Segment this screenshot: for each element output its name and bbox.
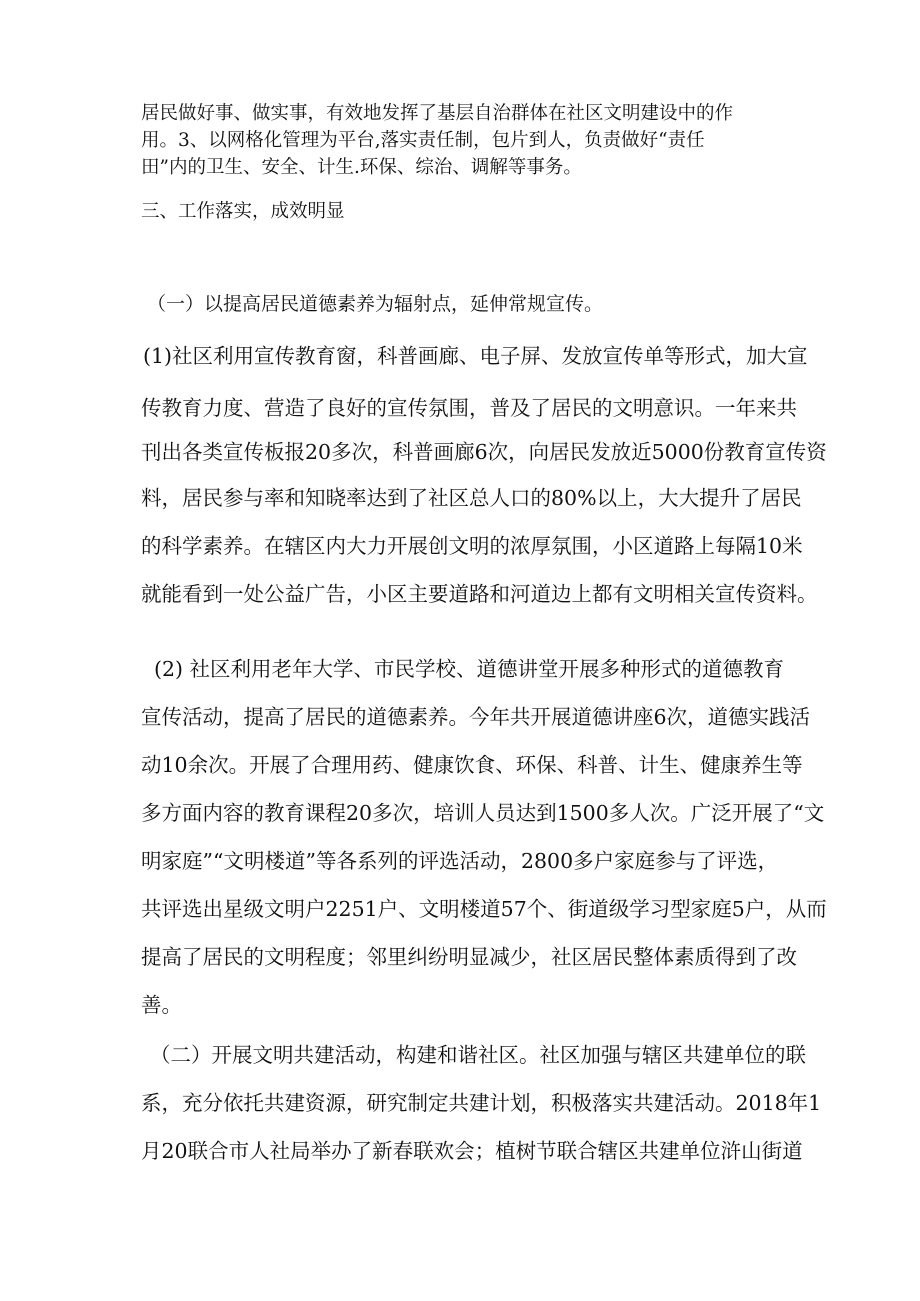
sub-two-line-2: 系，充分依托共建资源，研究制定共建计划，积极落实共建活动。2018年1 — [141, 1091, 822, 1115]
section-three-heading: 三、工作落实，成效明显 — [141, 201, 345, 222]
sub-two-line-3: 月20联合市人社局举办了新春联欢会；植树节联合辖区共建单位浒山街道 — [141, 1139, 803, 1163]
sub-one-heading: （一）以提高居民道德素养为辐射点，延伸常规宣传。 — [147, 293, 604, 315]
para-1-line-4: 料，居民参与率和知晓率达到了社区总人口的80%以上，大大提升了居民 — [141, 486, 802, 510]
para-2-line-2: 宣传活动，提高了居民的道德素养。今年共开展道德讲座6次，道德实践活 — [141, 705, 811, 729]
intro-line-1: 居民做好事、做实事，有效地发挥了基层自治群体在社区文明建设中的作 — [141, 103, 734, 124]
para-2-line-5: 明家庭”“文明楼道”等各系列的评选活动，2800多户家庭参与了评选， — [141, 849, 779, 873]
para-2-line-4: 多方面内容的教育课程20多次，培训人员达到1500多人次。广泛开展了“文 — [141, 801, 825, 825]
para-1-line-1: (1)社区利用宣传教育窗，科普画廊、电子屏、发放宣传单等形式，加大宣 — [143, 344, 808, 368]
intro-line-3: 田”内的卫生、安全、计生.环保、综治、调解等事务。 — [141, 157, 582, 178]
para-2-line-1: (2) 社区利用老年大学、市民学校、道德讲堂开展多种形式的道德教育 — [154, 657, 785, 681]
sub-two-line-1: （二）开展文明共建活动，构建和谐社区。社区加强与辖区共建单位的联 — [150, 1043, 806, 1067]
para-1-line-6: 就能看到一处公益广告，小区主要道路和河道边上都有文明相关宣传资料。 — [141, 582, 818, 606]
para-1-line-2: 传教育力度、营造了良好的宣传氛围，普及了居民的文明意识。一年来共 — [141, 396, 797, 420]
para-1-line-3: 刊出各类宣传板报20多次，科普画廊6次，向居民发放近5000份教育宣传资 — [141, 440, 827, 464]
para-2-line-3: 动10余次。开展了合理用药、健康饮食、环保、科普、计生、健康养生等 — [141, 753, 803, 777]
para-1-line-5: 的科学素养。在辖区内大力开展创文明的浓厚氛围，小区道路上每隔10米 — [141, 534, 803, 558]
para-2-line-6: 共评选出星级文明户2251户、文明楼道57个、街道级学习型家庭5户，从而 — [141, 897, 827, 921]
intro-line-2: 用。3、以网格化管理为平台,落实责任制，包片到人，负责做好“责任 — [141, 130, 705, 151]
para-2-line-8: 善。 — [141, 993, 182, 1017]
para-2-line-7: 提高了居民的文明程度；邻里纠纷明显减少，社区居民整体素质得到了改 — [141, 945, 797, 969]
